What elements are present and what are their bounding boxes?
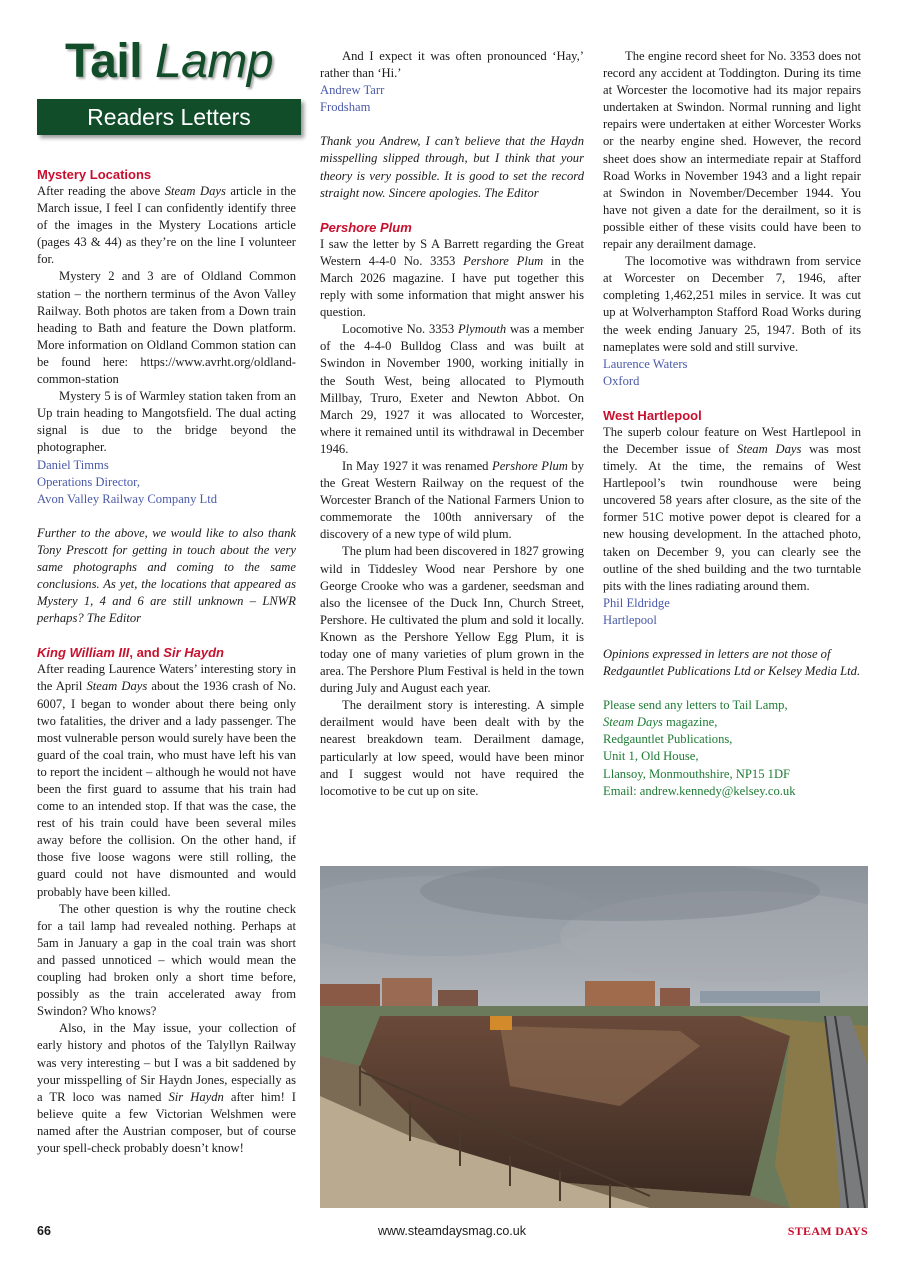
website-url: www.steamdaysmag.co.uk [378, 1224, 526, 1238]
editor-note: Further to the above, we would like to also thank Tony Prescott for getting in touch about the very same photographs and coming to the same conclusions. As yet, the locations that appeared as Mystery 1, 4 and 6 are still unknown – LNWR perhaps? The Editor [37, 525, 296, 626]
letter-paragraph: The engine record sheet for No. 3353 does not record any accident at Toddington. During its time at Worcester the locomotive had its major repairs undertaken at Swindon. Normal running and light repairs were undertaken at either Worcester Works or the nearby engine shed. However, the record sheet does show an intermediate repair at Stafford Road Works in November 1943 and a light repair at Swindon in November/December 1944. You have not given a date for the derailment, so it is possible either of these visits could have been to repair any derailment damage. [603, 49, 861, 252]
signature-name: Daniel Timms [37, 457, 109, 472]
letter-paragraph: In May 1927 it was renamed Pershore Plum by the Great Western Railway on the request of the Worcester Branch of the National Farmers Union to commemorate the 100th anniversary of the discovery of a new type of wild plum. [320, 458, 585, 542]
letter-paragraph: Mystery 2 and 3 are of Oldland Common station – the northern terminus of the Avon Valley Railway. Both photos are taken from a Down train heading to Bath and feature the Down platform. More information on Oldland Common station can be found here: https://www.avrht.org/oldland-common-station [37, 269, 296, 387]
page-number: 66 [37, 1224, 51, 1238]
letter-paragraph: After reading the above Steam Days article in the March issue, I feel I can confidently identify three of the images in the Mystery Locations article (pages 43 & 44) as they’re on the line I volunteer for. [37, 184, 297, 267]
heading-king-william: King William III, and Sir Haydn [37, 645, 224, 661]
email-link[interactable]: Email: andrew.kennedy@kelsey.co.uk [603, 783, 796, 798]
signature-name: Laurence Waters [603, 356, 688, 371]
column-3 [603, 48, 861, 800]
column-1 [37, 166, 296, 1157]
address-block: Please send any letters to Tail Lamp, Steam Days magazine, Redgauntlet Publications, Unit 1, Old House, Llansoy, Monmouthshire, NP15 1DF Email: andrew.kennedy@kelsey.co.uk [603, 697, 861, 800]
masthead-subtitle: Readers Letters [37, 99, 301, 135]
letter-paragraph: I saw the letter by S A Barrett regarding the Great Western 4-4-0 No. 3353 Pershore Plum in the March 2026 magazine. I have put together this reply with some information that might answer his question. [320, 236, 585, 320]
heading-mystery-locations: Mystery Locations [37, 167, 152, 182]
letter-paragraph: Mystery 5 is of Warmley station taken from an Up train heading to Mangotsfield. The dual acting signal is due to the bridge beyond the photographer. [37, 389, 296, 455]
letter-paragraph: The other question is why the routine check for a tail lamp had revealed nothing. Perhaps at 5am in January a gap in the coal train was short and passed unnoticed – which would mean the coupling had broken only a short time before, possibly as the train accelerated away from Swindon? Who knows? [37, 901, 296, 1019]
letter-paragraph: Also, in the May issue, your collection of early history and photos of the Talyllyn Railway was very interesting – but I was a bit saddened by your misspelling of Sir Haydn Jones, especially as a TR loco was named Sir Haydn after him! I believe quite a few Victorian Welshmen were named after the Austrian composer, but of course your spell-check probably doesn’t know! [37, 1021, 296, 1155]
roundhouse-site-photo [320, 866, 868, 1208]
heading-pershore-plum: Pershore Plum [320, 219, 412, 235]
letter-paragraph: After reading Laurence Waters’ interesting story in the April Steam Days about the 1936 crash of No. 6007, I began to wonder about there being only two fatalities, the driver and a lady passenger. The most vulnerable person would surely have been the guard of the coal train, who must have left his van to report the incident – although he would not have been the first guard to assume that his train had come to an intended stop. If that was the case, the rest of his train could have been several miles away before the collision. On the other hand, if those five loose wagons were still rolling, the guard could not have dismounted and would probably have been killed. [37, 662, 297, 899]
disclaimer: Opinions expressed in letters are not those of Redgauntlet Publications Ltd or Kelsey Media Ltd. [603, 647, 861, 679]
letter-paragraph: The plum had been discovered in 1827 growing wild in Tiddesley Wood near Pershore by one George Crooke who was a gardener, seedsman and also the licensee of the Duck Inn, Church Street, Pershore. He cultivated the plum and sold it locally. Known as the Pershore Yellow Egg Plum, it is today one of many varieties of plum grown in the area. The Pershore Plum Festival is held in the town during July and August each year. [320, 544, 584, 696]
letter-paragraph: Locomotive No. 3353 Plymouth was a member of the 4-4-0 Bulldog Class and was built at Swindon in November 1900, working initially in the South West, being allocated to Plymouth Millbay, Truro, Exeter and Newton Abbot. On March 29, 1927 it was allocated to Worcester, where it remained until its withdrawal in December 1946. [320, 322, 584, 456]
letter-paragraph: The superb colour feature on West Hartlepool in the December issue of Steam Days was most timely. At the time, the remains of West Hartlepool’s twin roundhouse were being uncovered 58 years after closure, as the site of the former 51C motive power depot is cleared for a new housing development. In the attached photo, taken on December 9, you can clearly see the outline of the shed building and the two turntable pits with the lines radiating around them. [603, 424, 861, 593]
letter-paragraph: And I expect it was often pronounced ‘Hay,’ rather than ‘Hi.’ [320, 49, 584, 81]
masthead-title: Tail Lamp [64, 35, 274, 88]
masthead [37, 34, 301, 135]
magazine-brand: STEAM DAYS [787, 1224, 868, 1238]
signature-org: Avon Valley Railway Company Ltd [37, 491, 218, 506]
letter-paragraph: The locomotive was withdrawn from service at Worcester on December 7, 1946, after completing 1,462,251 miles in service. It was cut up at Wolverhampton Stafford Road Works during the week ending January 25, 1947. Both of its nameplates were sold and still survive. [603, 254, 861, 354]
signature-name: Andrew Tarr [320, 83, 385, 98]
heading-west-hartlepool: West Hartlepool [603, 407, 702, 423]
letter-paragraph: The derailment story is interesting. A simple derailment would have been dealt with by the nearest breakdown team. Derailment damage, particularly at low speed, would have been minor and I suggest would not have required the locomotive to be cut up on site. [320, 698, 584, 798]
signature-name: Phil Eldridge [603, 595, 670, 610]
signature-title: Operations Director, [37, 474, 141, 489]
signature-place: Hartlepool [603, 612, 657, 627]
column-2 [320, 48, 584, 800]
editor-note: Thank you Andrew, I can’t believe that the Haydn misspelling slipped through, but I think that your theory is very possible. It is good to set the record straight now. Sincere apologies. The Editor [320, 134, 584, 200]
signature-place: Oxford [603, 373, 640, 388]
signature-place: Frodsham [320, 100, 371, 115]
